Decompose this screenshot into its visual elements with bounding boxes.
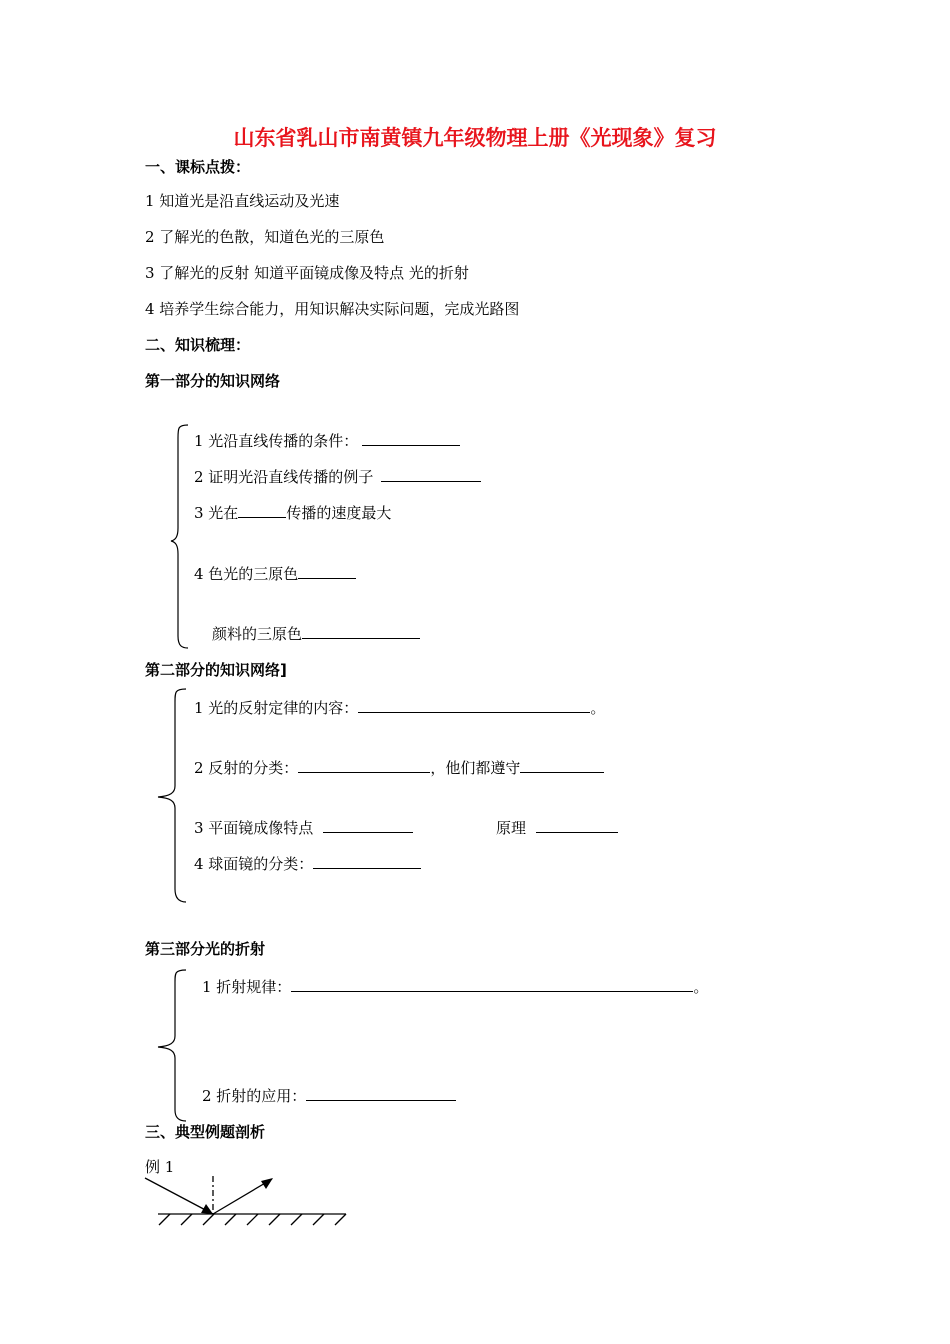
part1-q3-text-b: 传播的速度最大 bbox=[286, 504, 392, 522]
incident-ray bbox=[145, 1178, 213, 1214]
example-label: 例 1 bbox=[145, 1158, 175, 1176]
part1-q3-text-a: 3 光在 bbox=[194, 504, 239, 522]
part3-q1-end: 。 bbox=[693, 978, 709, 996]
section3-heading: 三、典型例题剖析 bbox=[145, 1123, 266, 1141]
part2-q3-text-a: 3 平面镜成像特点 bbox=[194, 819, 314, 837]
objective-1: 1 知道光是沿直线运动及光速 bbox=[145, 192, 340, 210]
part1-q2-text: 2 证明光沿直线传播的例子 bbox=[194, 468, 374, 486]
part1-q5-text: 颜料的三原色 bbox=[212, 625, 303, 643]
part3-q1-text: 1 折射规律： bbox=[202, 978, 292, 996]
part1-heading: 第一部分的知识网络 bbox=[145, 372, 281, 390]
part2-q4-text: 4 球面镜的分类： bbox=[194, 855, 314, 873]
reflection-diagram bbox=[145, 1176, 346, 1225]
objective-3: 3 了解光的反射 知道平面镜成像及特点 光的折射 bbox=[145, 264, 469, 282]
brace-part1 bbox=[171, 425, 188, 648]
reflected-arrowhead bbox=[261, 1178, 273, 1189]
brace-part2 bbox=[158, 689, 186, 902]
part3-heading: 第三部分光的折射 bbox=[145, 940, 266, 958]
part3-q2-text: 2 折射的应用： bbox=[202, 1087, 307, 1105]
section2-heading: 二、知识梳理： bbox=[145, 336, 251, 354]
mirror-hatching bbox=[159, 1214, 346, 1225]
part2-q2-text-a: 2 反射的分类： bbox=[194, 759, 299, 777]
part2-q3-text-b: 原理 bbox=[496, 819, 527, 837]
part1-q4-text: 4 色光的三原色 bbox=[194, 565, 299, 583]
part2-q1-end: 。 bbox=[590, 699, 606, 717]
section1-heading: 一、课标点拨： bbox=[145, 158, 251, 176]
part2-q1-text: 1 光的反射定律的内容： bbox=[194, 699, 359, 717]
part1-q1-text: 1 光沿直线传播的条件： bbox=[194, 432, 359, 450]
part2-q2-text-b: ，他们都遵守 bbox=[430, 759, 521, 777]
objective-2: 2 了解光的色散，知道色光的三原色 bbox=[145, 228, 385, 246]
page-title: 山东省乳山市南黄镇九年级物理上册《光现象》复习 bbox=[233, 126, 717, 150]
objective-4: 4 培养学生综合能力，用知识解决实际问题，完成光路图 bbox=[145, 300, 520, 318]
brace-part3 bbox=[158, 970, 186, 1121]
part2-heading: 第二部分的知识网络] bbox=[145, 661, 287, 679]
